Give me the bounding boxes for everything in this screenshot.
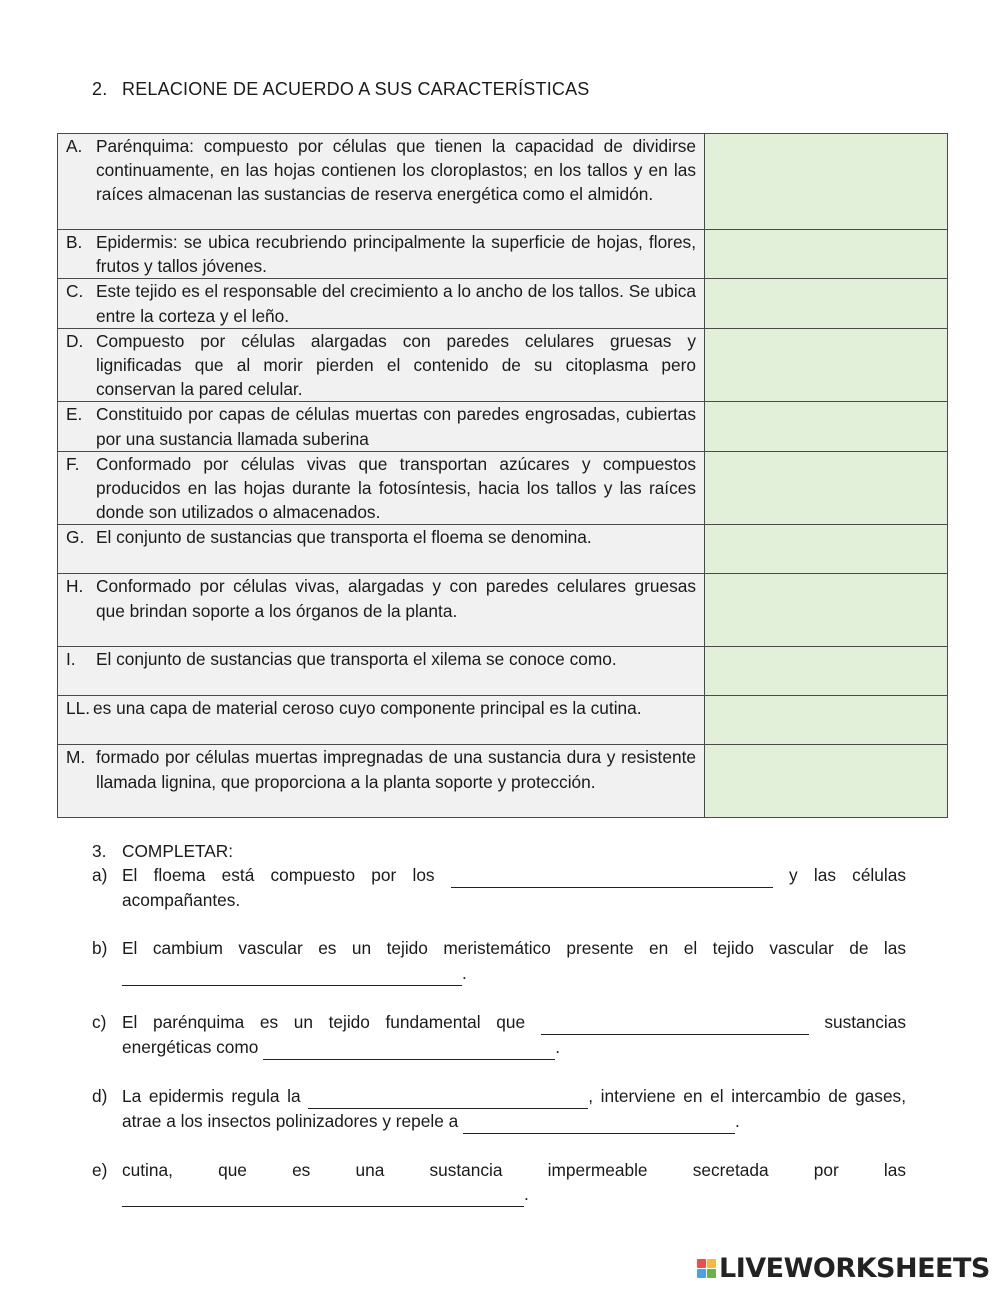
match-item — [58, 525, 704, 549]
match-question-cell — [58, 279, 705, 328]
match-answer-input[interactable] — [705, 279, 947, 301]
match-item-text: Este tejido es el responsable del crecimiento a lo ancho de los tallos. Se ubica entre la corteza y el leño. — [96, 281, 696, 326]
blank-input-e1[interactable] — [122, 1186, 524, 1207]
fill-item-text: . — [735, 1110, 740, 1131]
match-item-letter: F. — [66, 453, 80, 474]
fill-item-text: cutina, que es una sustancia impermeable secretada por las — [122, 1159, 906, 1180]
match-item-text: El conjunto de sustancias que transporta el floema se denomina. — [96, 527, 592, 548]
logo-text: LIVEWORKSHEETS — [719, 1253, 990, 1284]
match-answer-input[interactable] — [705, 452, 947, 474]
match-row — [58, 696, 948, 745]
fill-item-e — [92, 1158, 906, 1207]
fill-item-label: a) — [92, 865, 108, 886]
fill-item-text: . — [462, 962, 467, 983]
liveworksheets-logo[interactable] — [697, 1253, 990, 1284]
fill-item-text: La epidermis regula la — [122, 1085, 301, 1106]
match-item-letter: M. — [66, 747, 86, 768]
match-item-text: Conformado por células vivas que transportan azúcares y compuestos producidos en las hojas durante la fotosíntesis, hacia los tallos y las raíces donde son utilizados o almacenados. — [96, 453, 696, 523]
fill-item-label: d) — [92, 1085, 108, 1106]
match-item-text: Parénquima: compuesto por células que tienen la capacidad de dividirse continuamente, en las hojas contienen los cloroplastos; en los tallos y en las raíces almacenan las sustancias de reserva energética como el almidón. — [96, 136, 696, 205]
match-item — [58, 452, 704, 525]
match-question-cell — [58, 647, 705, 696]
match-item-letter: C. — [66, 281, 84, 302]
match-item-letter: LL. — [66, 698, 91, 719]
match-item-text: es una capa de material ceroso cuyo componente principal es la cutina. — [93, 698, 642, 719]
match-item-text: Epidermis: se ubica recubriendo principalmente la superficie de hojas, flores, frutos y tallos jóvenes. — [96, 232, 696, 277]
match-item-letter: H. — [66, 576, 84, 597]
match-answer-cell[interactable] — [705, 402, 948, 451]
fill-item-c — [92, 1010, 906, 1060]
matching-table — [57, 133, 948, 818]
match-answer-input[interactable] — [705, 402, 947, 424]
match-question-cell — [58, 134, 705, 230]
match-question-cell — [58, 696, 705, 745]
match-item — [58, 329, 704, 402]
match-item-letter: I. — [66, 649, 76, 670]
match-answer-cell[interactable] — [705, 451, 948, 525]
match-answer-input[interactable] — [705, 647, 947, 669]
match-answer-input[interactable] — [705, 745, 947, 767]
match-item — [58, 134, 704, 207]
logo-mark-icon — [697, 1259, 716, 1278]
blank-input-c2[interactable] — [263, 1039, 555, 1060]
blank-input-b1[interactable] — [122, 965, 462, 986]
section-2-title: RELACIONE DE ACUERDO A SUS CARACTERÍSTICAS — [122, 79, 590, 99]
match-row — [58, 745, 948, 818]
logo-mark-tile — [697, 1269, 706, 1278]
match-answer-input[interactable] — [705, 574, 947, 596]
match-answer-cell[interactable] — [705, 328, 948, 402]
match-row — [58, 574, 948, 647]
match-answer-cell[interactable] — [705, 230, 948, 279]
match-item-text: El conjunto de sustancias que transporta el xilema se conoce como. — [96, 649, 617, 670]
match-row — [58, 402, 948, 451]
logo-mark-tile — [707, 1269, 716, 1278]
match-answer-cell[interactable] — [705, 745, 948, 818]
match-item-letter: G. — [66, 527, 85, 548]
match-item-letter: A. — [66, 136, 83, 156]
match-item-letter: E. — [66, 404, 83, 425]
section-3-title: COMPLETAR: — [122, 841, 234, 861]
match-answer-cell[interactable] — [705, 279, 948, 328]
match-row — [58, 134, 948, 230]
fill-item-text: El parénquima es un tejido fundamental que — [122, 1011, 526, 1032]
fill-item-text: El floema está compuesto por los — [122, 865, 435, 886]
match-answer-cell[interactable] — [705, 134, 948, 230]
match-answer-cell[interactable] — [705, 574, 948, 647]
match-row — [58, 451, 948, 525]
match-item — [58, 696, 704, 720]
match-item — [58, 402, 704, 450]
match-answer-input[interactable] — [705, 329, 947, 351]
match-row — [58, 328, 948, 402]
fill-item-text: . — [555, 1036, 561, 1057]
section-3 — [92, 839, 906, 1207]
section-3-heading — [92, 839, 906, 863]
match-question-cell — [58, 402, 705, 451]
fill-item-d — [92, 1084, 906, 1134]
blank-input-c1[interactable] — [541, 1014, 809, 1035]
fill-item-label: e) — [92, 1159, 108, 1180]
match-question-cell — [58, 574, 705, 647]
section-3-number: 3. — [92, 841, 107, 861]
match-question-cell — [58, 745, 705, 818]
match-item-text: Conformado por células vivas, alargadas y con paredes celulares gruesas que brindan soporte a los órganos de la planta. — [96, 576, 696, 621]
fill-item-label: b) — [92, 938, 108, 959]
logo-mark-tile — [697, 1259, 706, 1268]
match-item — [58, 745, 704, 793]
match-item — [58, 230, 704, 278]
section-2-heading — [92, 79, 590, 100]
match-item-letter: D. — [66, 330, 84, 351]
match-answer-input[interactable] — [705, 230, 947, 252]
match-row — [58, 230, 948, 279]
match-row — [58, 525, 948, 574]
match-item — [58, 574, 704, 622]
match-item — [58, 279, 704, 327]
fill-item-b — [92, 936, 906, 985]
match-question-cell — [58, 230, 705, 279]
match-answer-cell[interactable] — [705, 647, 948, 696]
match-item-text: Compuesto por células alargadas con paredes celulares gruesas y lignificadas que al morir pierden el contenido de su citoplasma pero conservan la pared celular. — [96, 330, 696, 400]
match-answer-input[interactable] — [705, 696, 947, 718]
match-answer-input[interactable] — [705, 525, 947, 547]
match-item-text: formado por células muertas impregnadas de una sustancia dura y resistente llamada lignina, que proporciona a la planta soporte y protección. — [96, 747, 696, 792]
match-answer-cell[interactable] — [705, 525, 948, 574]
logo-mark-tile — [707, 1259, 716, 1268]
fill-item-text: . — [524, 1183, 529, 1204]
fill-item-label: c) — [92, 1011, 107, 1032]
blank-input-d1[interactable] — [308, 1088, 588, 1109]
match-question-cell — [58, 451, 705, 525]
fill-item-text: sustancias energéticas como — [122, 1011, 906, 1057]
match-answer-input[interactable] — [705, 134, 947, 156]
fill-item-a — [92, 863, 906, 912]
fill-item-text: y las células acompañantes. — [122, 865, 906, 911]
match-answer-cell[interactable] — [705, 696, 948, 745]
match-item — [58, 647, 704, 671]
section-2-number: 2. — [92, 79, 108, 99]
blank-input-d2[interactable] — [463, 1113, 735, 1134]
match-question-cell — [58, 525, 705, 574]
fill-item-text: El cambium vascular es un tejido meristemático presente en el tejido vascular de las — [122, 938, 906, 959]
match-item-letter: B. — [66, 232, 83, 252]
match-row — [58, 279, 948, 328]
blank-input-a1[interactable] — [451, 867, 773, 888]
match-item-text: Constituido por capas de células muertas con paredes engrosadas, cubiertas por una sustancia llamada suberina — [96, 404, 696, 449]
fill-item-text: , interviene en el intercambio de gases, atrae a los insectos polinizadores y repele a — [122, 1085, 906, 1131]
match-question-cell — [58, 328, 705, 402]
match-row — [58, 647, 948, 696]
